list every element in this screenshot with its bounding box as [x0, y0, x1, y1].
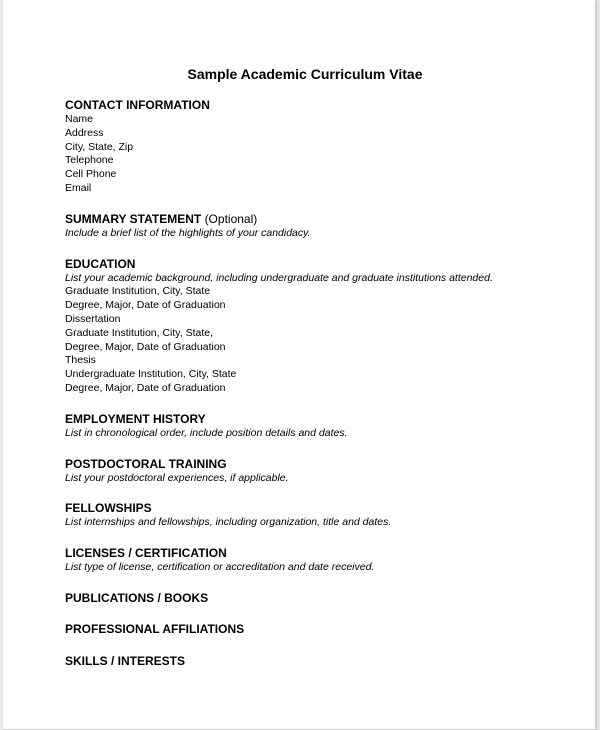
section-note: List internships and fellowships, including organization, title and dates.: [65, 516, 392, 529]
section-heading: SKILLS / INTERESTS: [65, 653, 186, 668]
contact-line: Telephone: [65, 154, 114, 167]
section-note: List type of license, certification or accreditation and date received.: [65, 561, 375, 574]
section-heading: POSTDOCTORAL TRAINING: [65, 456, 227, 471]
section-heading: PUBLICATIONS / BOOKS: [65, 590, 209, 605]
summary-heading-text: SUMMARY STATEMENT: [65, 211, 202, 226]
section-note: List your postdoctoral experiences, if applicable.: [65, 471, 289, 484]
section-note: Include a brief list of the highlights of your candidacy.: [65, 226, 311, 239]
section-postdoctoral-training: [65, 457, 585, 486]
section-education: [65, 257, 585, 396]
education-line: Undergraduate Institution, City, State: [65, 368, 237, 381]
document-body: [65, 98, 585, 669]
section-heading: EDUCATION: [65, 256, 136, 271]
section-contact-information: [65, 98, 585, 196]
education-line: Thesis: [65, 354, 96, 367]
section-note: List your academic background, including undergraduate and graduate institutions attended.: [65, 271, 493, 284]
document-page: [3, 0, 596, 730]
contact-line: Email: [65, 181, 92, 194]
education-line: Degree, Major, Date of Graduation: [65, 381, 226, 394]
section-professional-affiliations: [65, 622, 585, 637]
contact-line: City, State, Zip: [65, 140, 134, 153]
section-heading: FELLOWSHIPS: [65, 501, 152, 516]
section-licenses-certification: [65, 546, 585, 575]
section-employment-history: [65, 412, 585, 441]
section-skills-interests: [65, 654, 585, 669]
education-line: Graduate Institution, City, State,: [65, 326, 214, 339]
section-heading: [65, 212, 585, 227]
section-heading: EMPLOYMENT HISTORY: [65, 411, 206, 426]
education-line: Degree, Major, Date of Graduation: [65, 340, 226, 353]
section-summary-statement: [65, 212, 585, 241]
contact-line: Cell Phone: [65, 168, 117, 181]
optional-tag: (Optional): [204, 211, 258, 226]
education-line: Degree, Major, Date of Graduation: [65, 299, 226, 312]
education-line: Dissertation: [65, 312, 121, 325]
section-heading: LICENSES / CERTIFICATION: [65, 546, 227, 561]
contact-line: Name: [65, 113, 94, 125]
section-heading: CONTACT INFORMATION: [65, 98, 210, 112]
section-heading: PROFESSIONAL AFFILIATIONS: [65, 622, 245, 637]
education-line: Graduate Institution, City, State: [65, 285, 211, 298]
section-note: List in chronological order, include position details and dates.: [65, 426, 348, 439]
document-title: Sample Academic Curriculum Vitae: [187, 66, 423, 82]
contact-line: Address: [65, 126, 104, 139]
section-publications-books: [65, 591, 585, 606]
section-fellowships: [65, 501, 585, 530]
